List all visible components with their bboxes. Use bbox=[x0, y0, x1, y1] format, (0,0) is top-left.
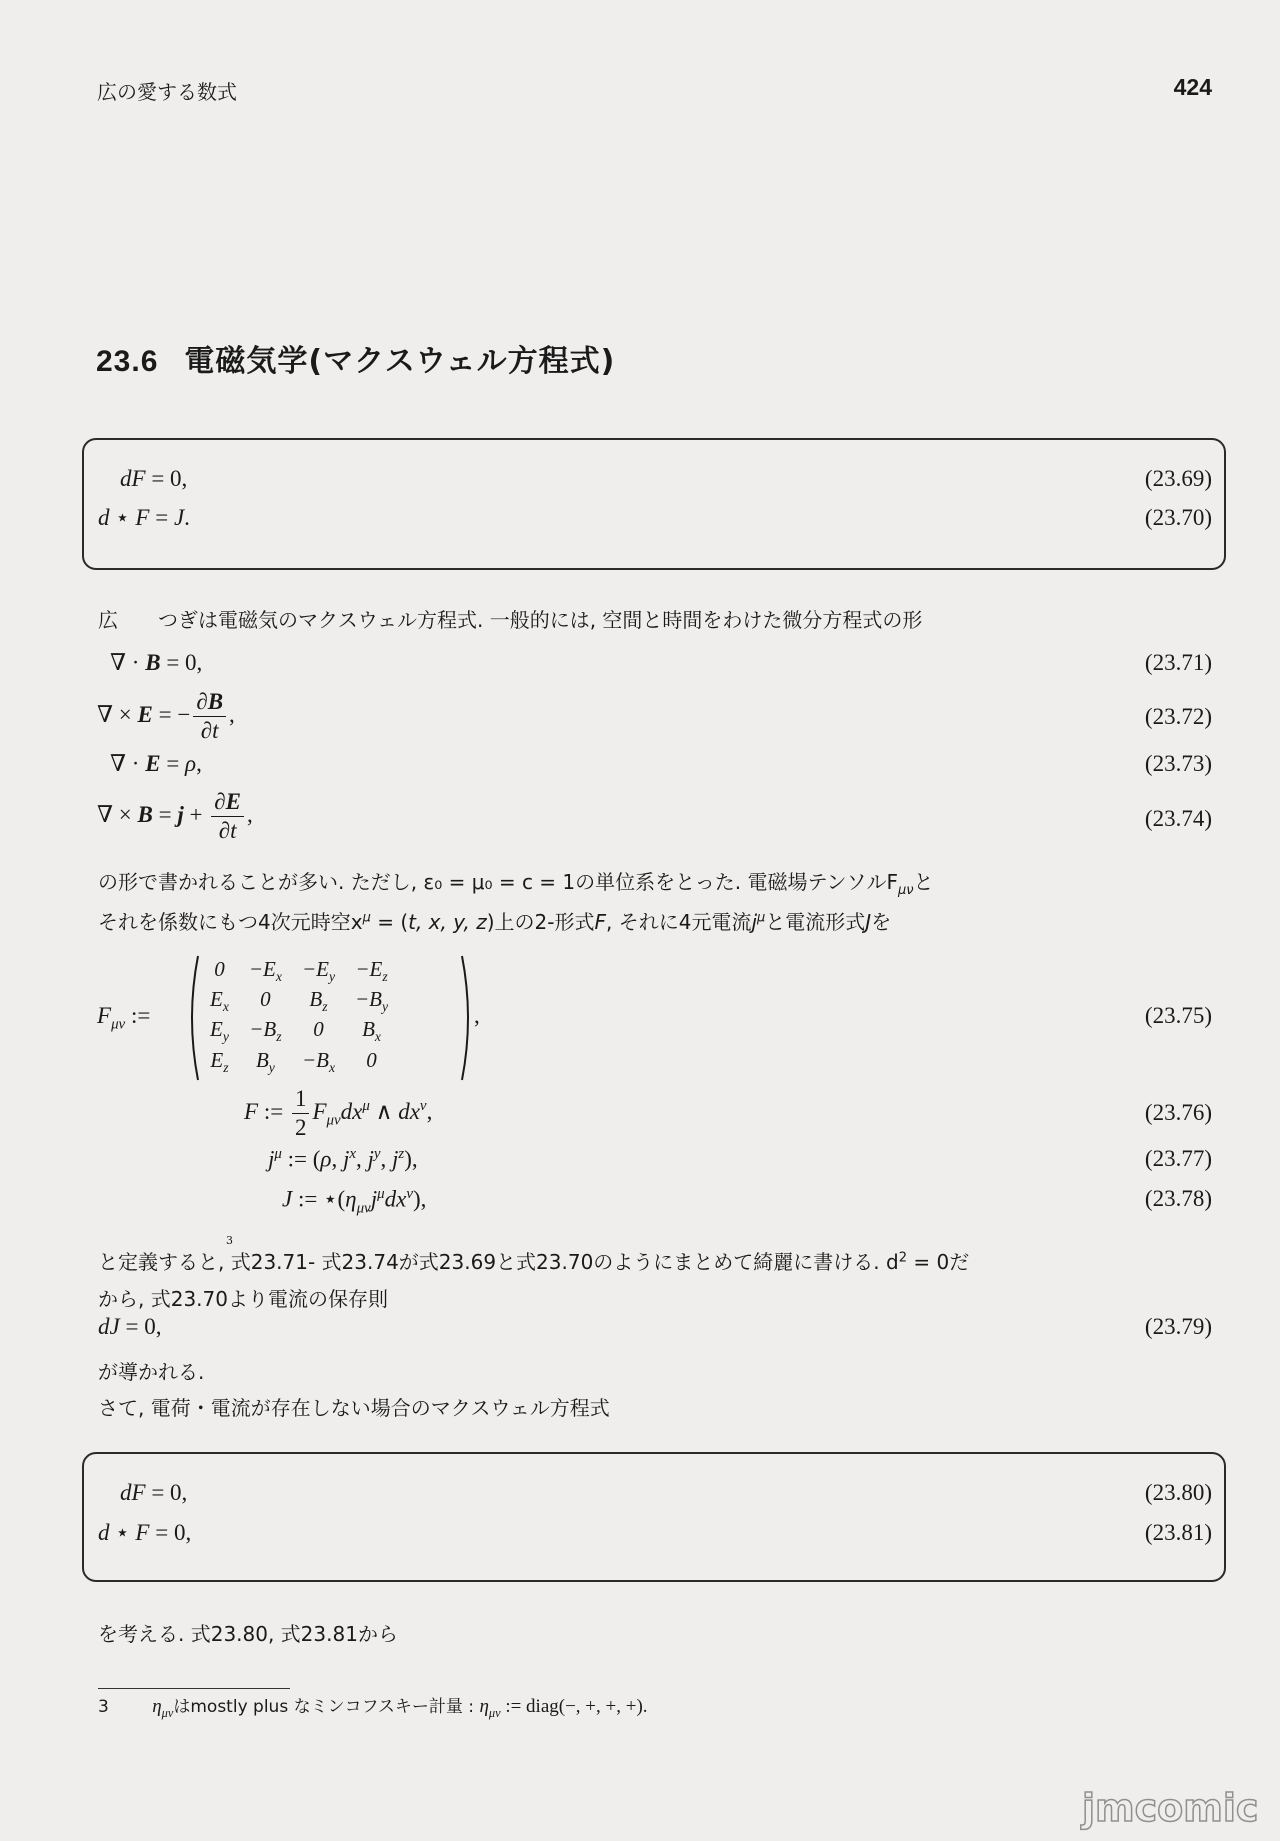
paragraph-definition-line1: と定義すると, 式23.71- 式23.74が式23.69と式23.70のようにまとめて綺麗に書ける. $d^2 = 0$だ bbox=[98, 1250, 970, 1274]
matrix-cell: $-E_y$ bbox=[301, 957, 336, 985]
matrix-cell: $-B_z$ bbox=[249, 1017, 282, 1045]
equation-number-23-77: (23.77) bbox=[1144, 1146, 1212, 1171]
matrix-table bbox=[200, 956, 398, 1077]
matrix-cell: 0 bbox=[366, 1047, 377, 1072]
equation-23-81: d ⋆ F = 0, bbox=[98, 1520, 192, 1545]
matrix-cell: $-E_x$ bbox=[248, 957, 282, 985]
equation-box-1 bbox=[82, 438, 1226, 570]
equation-number-23-69: (23.69) bbox=[1144, 466, 1212, 491]
section-heading bbox=[96, 336, 615, 380]
paragraph-definition-line1-tail: = 0だ bbox=[907, 1250, 970, 1274]
equation-23-78: J := $⋆(\eta_{\mu\nu}j^\mu dx^\nu)$, bbox=[282, 1186, 427, 1217]
matrix-cell: $B_y$ bbox=[255, 1047, 275, 1075]
paragraph-vacuum: さて, 電荷・電流が存在しない場合のマクスウェル方程式 bbox=[98, 1396, 610, 1420]
equation-number-23-72: (23.72) bbox=[1144, 704, 1212, 729]
equation-number-23-79: (23.79) bbox=[1144, 1314, 1212, 1339]
equation-number-23-81: (23.81) bbox=[1144, 1520, 1212, 1545]
equation-23-69: dF = 0, bbox=[120, 466, 188, 491]
matrix-cell: 0 bbox=[260, 987, 271, 1012]
matrix-cell: $B_x$ bbox=[362, 1017, 381, 1045]
equation-number-23-71: (23.71) bbox=[1144, 650, 1212, 675]
matrix-cell: $E_y$ bbox=[210, 1017, 229, 1045]
matrix-cell: $-B_x$ bbox=[301, 1047, 336, 1075]
paragraph-definition-line2: から, 式23.70より電流の保存則 bbox=[98, 1287, 388, 1311]
paragraph-derived: が導かれる. bbox=[98, 1360, 205, 1384]
footnote-rule bbox=[98, 1688, 290, 1689]
equation-23-77: $j^\mu$ := (ρ, $j^x$, $j^y$, $j^z$), bbox=[268, 1146, 418, 1172]
footnote-text: はmostly plus なミンコフスキー計量 : bbox=[173, 1697, 475, 1717]
equation-number-23-74: (23.74) bbox=[1144, 806, 1212, 831]
f-mu-nu-label: $F_{\mu\nu}$ := bbox=[97, 1003, 151, 1033]
paragraph-units-line2: それを係数にもつ4次元時空$x^\mu = (t$, x, y, z)上の2-形式F, それに4元電流$j^\mu$と電流形式Jを bbox=[98, 910, 892, 934]
matrix-cell: 0 bbox=[313, 1017, 324, 1042]
equation-23-80: dF = 0, bbox=[120, 1480, 188, 1505]
running-header-title: 広の愛する数式 bbox=[97, 80, 237, 104]
equation-box-2 bbox=[82, 1452, 1226, 1582]
left-paren bbox=[184, 954, 200, 1082]
matrix-cell: $E_x$ bbox=[210, 987, 229, 1015]
equation-number-23-75: (23.75) bbox=[1144, 1003, 1212, 1028]
paragraph-definition-line1-text: と定義すると, 式23.71- 式23.74が式23.69と式23.70のようにまとめて綺麗に書ける. d bbox=[98, 1250, 899, 1274]
equation-number-23-70: (23.70) bbox=[1144, 505, 1212, 530]
footnote-tail: := diag(−, +, +, +). bbox=[500, 1696, 648, 1717]
field-tensor-matrix bbox=[184, 954, 476, 1082]
page-number: 424 bbox=[1173, 74, 1212, 100]
paragraph-units-line2-text: それを係数にもつ4次元時空x bbox=[98, 910, 363, 934]
watermark-logo bbox=[1080, 1785, 1266, 1831]
section-number: 23.6 bbox=[96, 345, 159, 378]
matrix-cell: $E_z$ bbox=[210, 1047, 229, 1075]
equation-23-71: ∇ · B = 0, bbox=[110, 650, 203, 675]
footnote: 3 $\eta_{\mu\nu}$はmostly plus なミンコフスキー計量 : $\eta_{\mu\nu}$ := diag(−, +, +, +). bbox=[98, 1696, 648, 1720]
equation-23-70: d ⋆ F = J. bbox=[98, 505, 190, 530]
matrix-comma: , bbox=[474, 1003, 480, 1028]
equation-number-23-76: (23.76) bbox=[1144, 1100, 1212, 1125]
equation-number-23-80: (23.80) bbox=[1144, 1480, 1212, 1505]
paragraph-intro: 広 つぎは電磁気のマクスウェル方程式. 一般的には, 空間と時間をわけた微分方程式の形 bbox=[98, 608, 923, 632]
svg-text:jmcomic: jmcomic bbox=[1082, 1786, 1259, 1830]
equation-number-23-78: (23.78) bbox=[1144, 1186, 1212, 1211]
equation-23-72: ∇ × E = − $\frac{\partial B}{\partial t}$ , bbox=[97, 689, 235, 743]
equation-23-73: ∇ · E = ρ, bbox=[110, 751, 202, 776]
section-title-text: 電磁気学(マクスウェル方程式) bbox=[184, 344, 616, 379]
equation-number-23-73: (23.73) bbox=[1144, 751, 1212, 776]
matrix-cell: $-B_y$ bbox=[355, 987, 389, 1015]
equation-23-74: ∇ × B = j + $\frac{\partial E}{\partial t}$ , bbox=[97, 789, 253, 843]
matrix-cell: $-E_z$ bbox=[355, 957, 388, 985]
paragraph-units-line1-text: の形で書かれることが多い. ただし, ε₀ = μ₀ = c = 1の単位系をとった. 電磁場テンソルF bbox=[98, 870, 898, 894]
equation-23-76: F := $\frac{1}{2}$ $F_{\mu\nu}dx^\mu$ ∧ $dx^\nu$, bbox=[244, 1086, 433, 1140]
paragraph-consider: を考える. 式23.80, 式23.81から bbox=[98, 1622, 398, 1646]
footnote-number: 3 bbox=[98, 1697, 109, 1717]
matrix-cell: 0 bbox=[214, 957, 225, 981]
equation-23-79: dJ = 0, bbox=[98, 1314, 162, 1339]
footnote-marker: 3 bbox=[226, 1234, 233, 1247]
paragraph-units-line1: の形で書かれることが多い. ただし, ε₀ = μ₀ = c = 1の単位系をとった. 電磁場テンソル$F_{\mu\nu}$と bbox=[98, 870, 934, 898]
matrix-cell: $B_z$ bbox=[309, 987, 328, 1015]
